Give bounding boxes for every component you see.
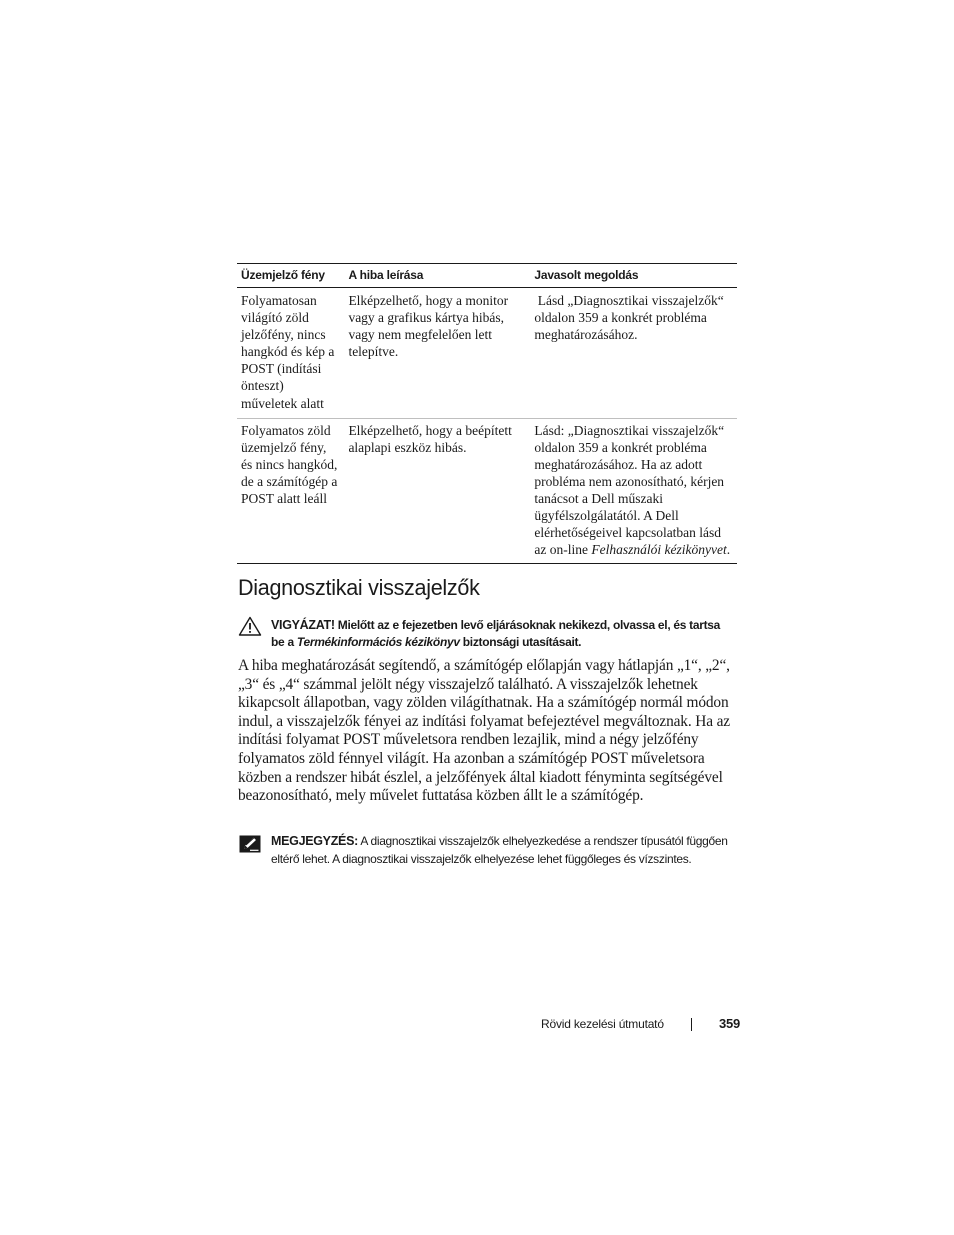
warning-body: Mielőtt az e fejezetben levő eljárásoknak nekikezd, olvassa el, és tartsa be a [271,618,721,649]
note-label: MEGJEGYZÉS: [271,834,358,848]
section-heading: Diagnosztikai visszajelzők [238,575,480,600]
solution-end: . [726,542,731,558]
solution-text: Lásd: „Diagnosztikai visszajelzők“ oldalon 359 a konkrét probléma meghatározásához. Ha az adott probléma nem azonosítható, kérjen tanácsot a Dell műszaki ügyfélszolgálatától. A Dell elérhetőségeivel kapcsolatban lásd az on-line [534,422,725,558]
column-header-solution: Javasolt megoldás [530,264,737,288]
indicator-light-table [237,263,737,564]
column-header-description: A hiba leírása [344,264,530,288]
note-text [271,833,731,868]
table-row [237,288,737,419]
column-header-light: Üzemjelző fény [237,264,344,288]
cell-light: Folyamatos zöld üzemjelző fény, és nincs hangkód, de a számítógép a POST alatt leáll [237,418,344,564]
user-guide-reference: Felhasználói kézikönyvet [591,542,727,558]
footer-title: Rövid kezelési útmutató [541,1017,664,1031]
cell-light: Folyamatosan világító zöld jelzőfény, nincs hangkód és kép a POST (indítási önteszt) műveletek alatt [237,288,344,419]
page-number: 359 [719,1016,741,1031]
note-body: A diagnosztikai visszajelzők elhelyezkedése a rendszer típusától függően eltérő lehet. A diagnosztikai visszajelzők elhelyezése lehet függőleges és vízszintes. [271,834,728,866]
cell-description: Elképzelhető, hogy a beépített alaplapi eszköz hibás. [344,418,530,564]
page-footer [0,1015,954,1035]
footer-divider [691,1018,692,1031]
note-pencil-icon [239,835,261,853]
warning-body-end: biztonsági utasításait. [459,635,582,649]
body-paragraph: A hiba meghatározását segítendő, a számítógép előlapján vagy hátlapján „1“, „2“, „3“ és „4“ számmal jelölt négy visszajelző található. A visszajelzők lehetnek kikapcsolt állapotban, vagy zölden világíthatnak. Ha a számítógép normál módon indul, a visszajelzők fényei az indítási folyamat befejeztével megváltoznak. Ha az indítási folyamat POST műveletsora rendben lezajlik, mind a négy jelzőfény folyamatos zöld fénnyel világít. Ha azonban a számítógép POST műveletsora közben a rendszer hibát észlel, a jelzőfények által kiadott fényminta segítségével beazonosítható, mely művelet futtatása közben állt le a számítógép. [238,657,730,805]
table-row [237,418,737,564]
warning-label: VIGYÁZAT! [271,618,335,632]
warning-triangle-icon [238,616,262,636]
cell-solution [530,418,737,564]
warning-text [271,617,731,651]
cell-solution: Lásd „Diagnosztikai visszajelzők“ oldalon 359 a konkrét probléma meghatározásához. [530,288,737,419]
safety-guide-reference: Termékinformációs kézikönyv [296,635,460,649]
cell-description: Elképzelhető, hogy a monitor vagy a grafikus kártya hibás, vagy nem megfelelően lett telepítve. [344,288,530,419]
table-header-row [237,264,737,288]
